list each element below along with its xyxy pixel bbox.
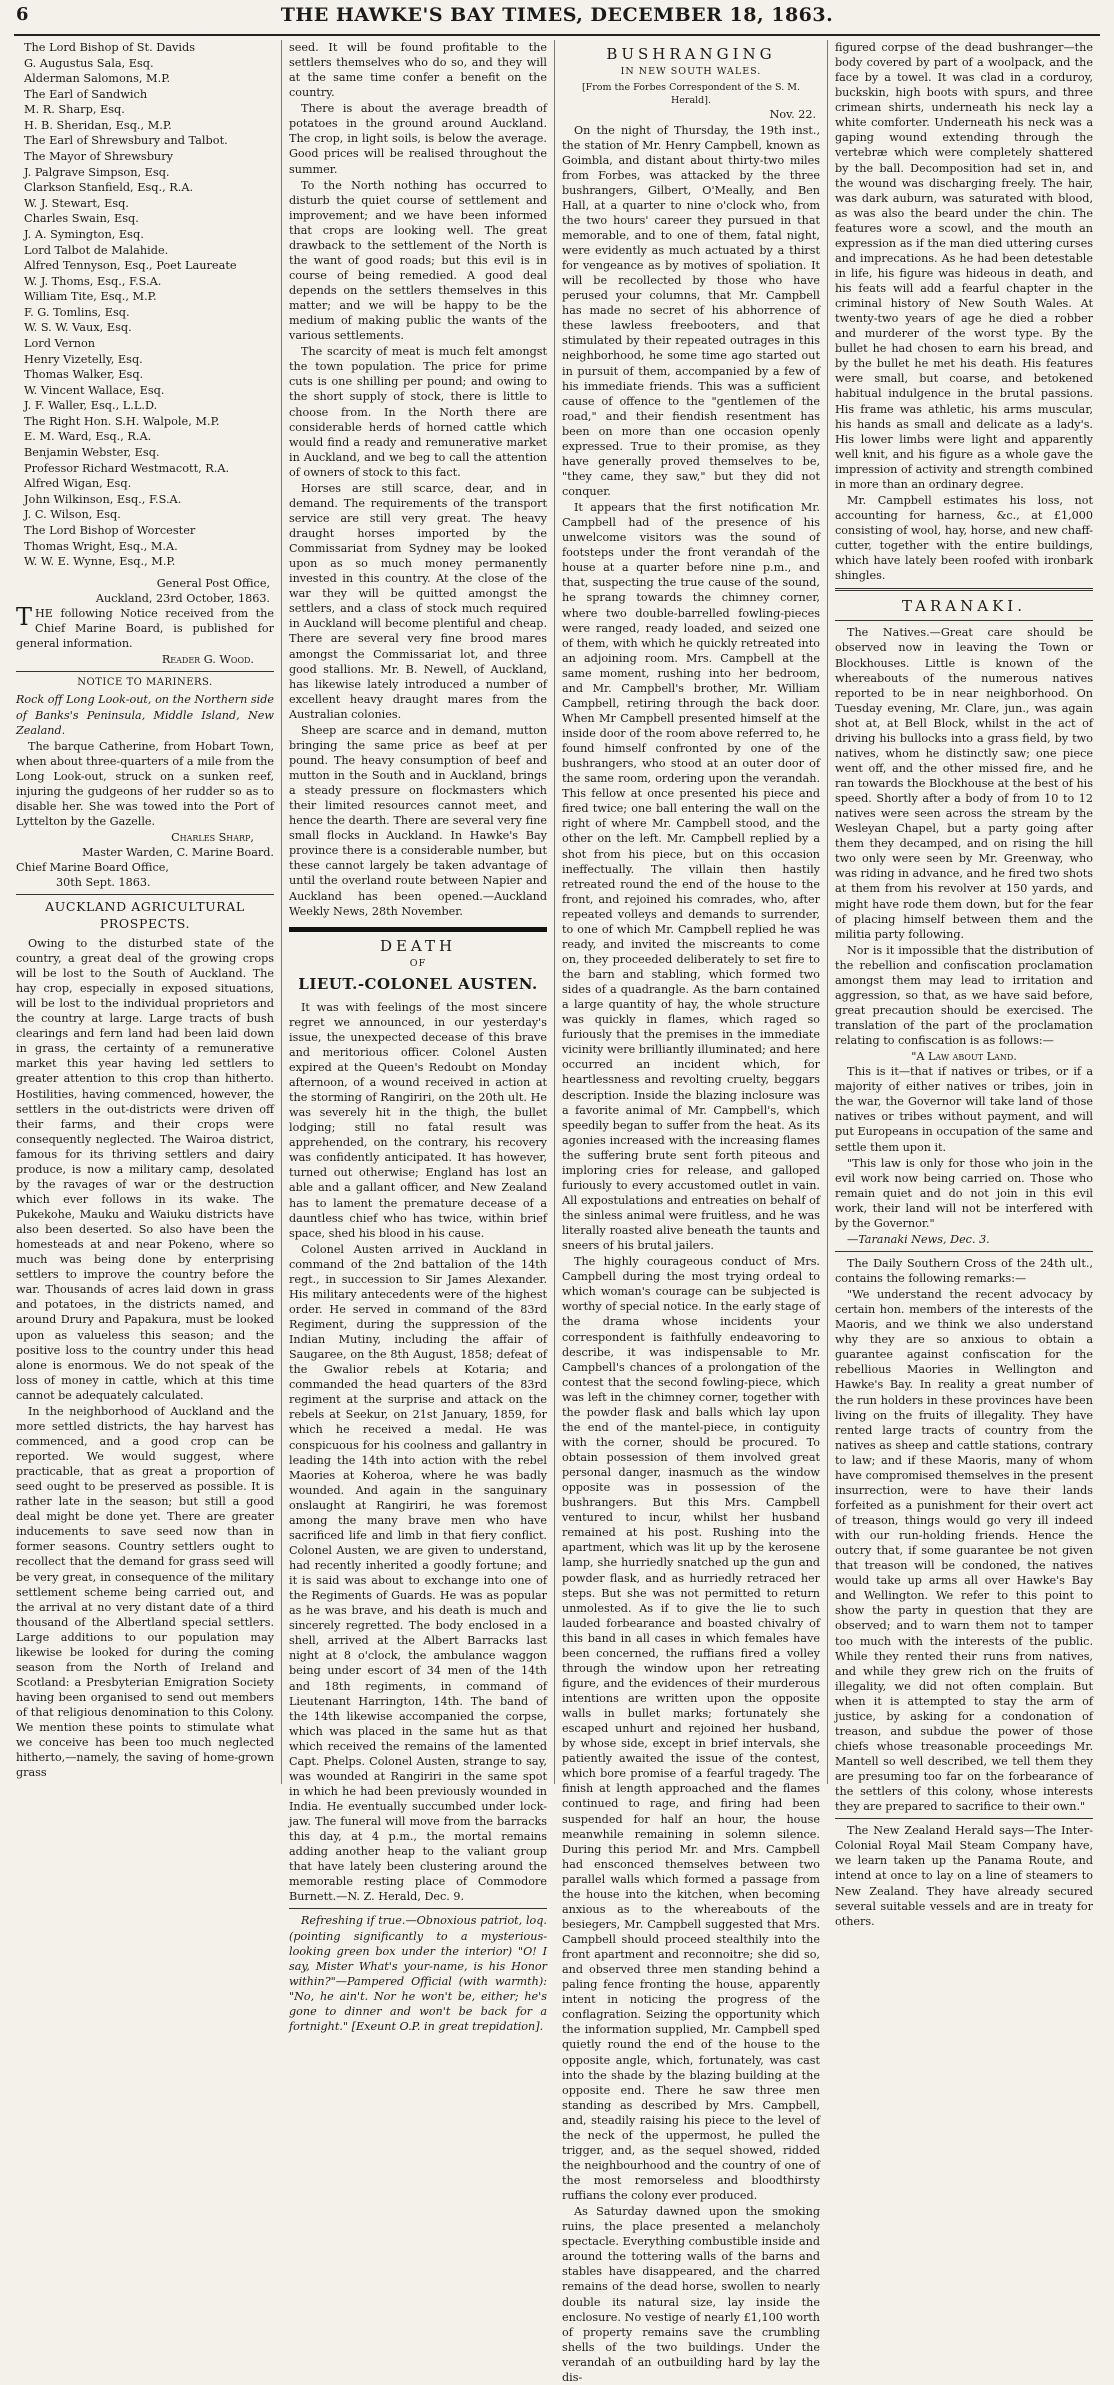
committee-names-list (16, 40, 274, 570)
name-list-item: The Mayor of Shrewsbury (24, 150, 173, 164)
name-list-item: J. A. Symington, Esq. (24, 227, 144, 241)
name-list-item: The Lord Bishop of Worcester (24, 523, 196, 537)
divider (16, 894, 274, 895)
mariners-body: The barque Catherine, from Hobart Town, when about three-quarters of a mile from the Long Look-out, struck on a sunken reef, injuring the gudgeons of her rudder so as to disable her. She was towed into the Port of Lyttelton by the Gazelle. (16, 739, 274, 828)
name-list-item: Henry Vizetelly, Esq. (24, 352, 143, 366)
bushranging-heading: BUSHRANGING (606, 45, 776, 63)
col2-para-5: Horses are still scarce, dear, and in demand. The requirements of the transport service are still very great. The heavy draught horses imported by the Commissariat from Sydney may be looked upon as so much money permanently invested in this country. At the close of the war they will be quitted amongst the settlers, and a class of stock much required in Auckland will become plentiful and cheap. There are several very fine brood mares amongst the Commissariat lot, and three good stallions. Mr. B. Newell, of Auckland, has likewise lately introduced a number of excellent heavy draught mares from the Australian colonies. (289, 481, 547, 721)
death-para-1: It was with feelings of the most sincere regret we announced, in our yesterday's issue, the unexpected decease of this brave and meritorious officer. Colonel Austen expired at the Queen's Redoubt on Monday afternoon, of a wound received in action at the storming of Rangiriri, on the 20th ult. He was severely hit in the thigh, the bullet lodging; still no fatal result was apprehended, on the contrary, his recovery was confidently anticipated. It has however, turned out otherwise; England has lost an able and a gallant officer, and New Zealand has to lament the premature decease of a dauntless chief who has twice, within brief space, shed his blood in his cause. (289, 1000, 547, 1240)
col2-para-3: To the North nothing has occurred to disturb the quiet course of settlement and improvement; and we have been informed that crops are looking well. The great drawback to the settlement of the North is the want of good roads; but this evil is in course of being remedied. A good deal depends on the settlers themselves in this matter; and we will be happy to be the medium of making public the wants of the various settlements. (289, 178, 547, 343)
taranaki-para-3: This is it—that if natives or tribes, or if a majority of either natives or tribes, join in the war, the Governor will take land of those natives or tribes without payment, and will put Europeans in occupation of the same and settle them upon it. (835, 1065, 1093, 1154)
name-list-item: Clarkson Stanfield, Esq., R.A. (24, 181, 194, 195)
col2-para-2: There is about the average breadth of potatoes in the ground around Auckland. The crop, in light soils, is below the average. Good prices will be realised throughout the summer. (289, 102, 547, 176)
reader-signature: Reader G. Wood. (161, 652, 254, 666)
bush-para-1: On the night of Thursday, the 19th inst., the station of Mr. Henry Campbell, known as Goimbla, and distant about thirty-two miles from Forbes, was attacked by the three bushrangers, Gilbert, O'Meally, and Ben Hall, at a quarter to nine o'clock who, from the two hours' career they pursued in that memorable, and to one of them, fatal night, were evidently as much actuated by a thirst for vengeance as by motives of spoliation. It will be recollected by those who have perused your columns, that Mr. Campbell has made no secret of his abhorrence of these lawless freebooters, and that stimulated by their repeated outrages in this neighborhood, he some time ago started out in pursuit of them, accompanied by a few of his immediate friends. This was a sufficient cause of offence to the "gentlemen of the road," and their fiendish resentment has been on more than one occasion openly expressed. True to their promise, as they have generally proved themselves to be, "they came, they saw," but they did not conquer. (562, 123, 820, 499)
name-list-item: Lord Talbot de Malahide. (24, 243, 169, 257)
col4-para-2: Mr. Campbell estimates his loss, not accounting for harness, &c., at £1,000 consisting of wool, hay, horse, and new chaff-cutter, together with the entire buildings, which have lately been roofed with ironbark shingles. (835, 493, 1093, 583)
taranaki-source: —Taranaki News, Dec. 3. (847, 1232, 990, 1246)
name-list-item: H. B. Sheridan, Esq., M.P. (24, 118, 172, 132)
agricultural-para-1: Owing to the disturbed state of the country, a great deal of the growing crops will be lost to the South of Auckland. The hay crop, especially in exposed situations, will be lost to the individual proprietors and the country at large. Large tracts of bush clearings and fern land had been laid down in grass, the certainty of a remunerative market this year having led settlers to greater attention to this crop than hitherto. Hostilities, having commenced, however, the settlers in the out-districts were driven off their farms, and their crops were consequently neglected. The Wairoa district, famous for its thriving settlers and dairy produce, is now a military camp, desolated by the ravages of war or the destruction which ever follows in its wake. The Pukekohe, Mauku and Waiuku districts have also been deserted. So also have been the homesteads at and near Pokeno, where so much was being done by enterprising settlers to improve the country before the war. Thousands of acres laid down in grass and potatoes, in the districts named, and around Drury and Papakura, must be looked upon as valueless this season; and the positive loss to the country under this head alone is enormous. We do not speak of the loss of money in cattle, which at this time cannot be adequately calculated. (16, 936, 274, 1402)
column-2 (281, 40, 554, 2033)
agricultural-heading: AUCKLAND AGRICULTURAL PROSPECTS. (45, 899, 245, 932)
divider (835, 1818, 1093, 1819)
bush-para-3: The highly courageous conduct of Mrs. Campbell during the most trying ordeal to which woman's courage can be subjected is worthy of special notice. In the early stage of the drama whose incidents your correspondent is faithfully endeavoring to describe, it was indispensable to Mr. Campbell's chances of a prolongation of the contest that the second fowling-piece, which was left in the chimney corner, together with the powder flask and balls which lay upon the end of the mantel-piece, in contiguity with the corner, should be procured. To obtain possession of them involved great personal danger, inasmuch as the window opposite was in possession of the bushrangers. But this Mrs. Campbell ventured to incur, whilst her husband remained at his post. Rushing into the apartment, which was lit up by the kerosene lamp, she hurriedly snatched up the gun and powder flask, and as hurriedly retraced her steps. But she was not permitted to return unmolested. As if to give the lie to such lauded forbearance and boasted chivalry of this band in all cases in which females have been concerned, the ruffians fired a volley through the window upon her retreating figure, and the evidences of their murderous intentions are written upon the opposite walls in bullet marks; fortunately she escaped unhurt and rejoined her husband, by whose side, except in brief intervals, she patiently awaited the issue of the contest, which bore promise of a fearful tragedy. The finish at length approached and the flames continued to rage, and firing had been suspended for half an hour, the house meanwhile remaining in solemn silence. During this period Mr. and Mrs. Campbell had ensconced themselves between two parallel walls which formed a passage from the house into the kitchen, when becoming anxious as to the whereabouts of the besiegers, Mr. Campbell suggested that Mrs. Campbell should proceed stealthily into the front apartment and reconnoitre; she did so, and observed three men standing behind a paling fence fronting the house, apparently intent in noticing the progress of the conflagration. Seizing the opportunity which the information supplied, Mr. Campbell sped quietly round the end of the house to the opposite angle, which, fortunately, was cast into the shade by the blazing building at the opposite end. There he saw three men standing as described by Mrs. Campbell, and, steadily raising his piece to the level of the neck of the uppermost, he pulled the trigger, and, as the sequel showed, ridded the neighbourhood and the country of one of the most remorseless and bloodthirsty ruffians the colony ever produced. (562, 1255, 820, 2203)
name-list-item: Professor Richard Westmacott, R.A. (24, 461, 230, 475)
mourning-border (289, 927, 547, 932)
cross-intro: The Daily Southern Cross of the 24th ult., contains the following remarks:— (835, 1256, 1093, 1286)
col2-para-1: seed. It will be found profitable to the settlers themselves who do so, and they will at the same time confer a benefit on the country. (289, 41, 547, 100)
of-label: OF (409, 957, 427, 969)
name-list-item: The Lord Bishop of St. Davids (24, 41, 196, 54)
gpo-line1: General Post Office, (156, 576, 270, 590)
death-heading: DEATH (379, 936, 457, 955)
name-list-item: W. J. Thoms, Esq., F.S.A. (24, 274, 162, 288)
masthead (14, 0, 1100, 36)
column-3 (554, 40, 827, 2384)
divider (16, 671, 274, 672)
notice-text: HE following Notice received from the Chief Marine Board, is published for general information. (16, 606, 274, 650)
name-list-item: Alderman Salomons, M.P. (24, 72, 171, 86)
taranaki-para-2: Nor is it impossible that the distribution of the rebellion and confiscation proclamation amongst them may lead to irritation and aggression, so that, as we have said before, great precaution should be exercised. The translation of the part of the proclamation relating to confiscation is as follows:— (835, 943, 1093, 1048)
name-list-item: The Right Hon. S.H. Walpole, M.P. (24, 414, 220, 428)
name-list-item: F. G. Tomlins, Esq. (24, 305, 130, 319)
taranaki-para-4: "This law is only for those who join in the evil work now being carried on. Those who remain quiet and do not join in this evil work, their land will not be interfered with by the Governor." (835, 1156, 1093, 1230)
law-heading: "A Law about Land. (911, 1050, 1017, 1064)
name-list-item: J. F. Waller, Esq., L.L.D. (24, 399, 158, 413)
notice-body (16, 602, 274, 651)
herald-steamers: The New Zealand Herald says—The Inter-Colonial Royal Mail Steam Company have, we learn taken up the Panama Route, and intend at once to lay on a line of steamers to New Zealand. They have already secured several suitable vessels and are in treaty for others. (835, 1824, 1093, 1928)
name-list-item: W. Vincent Wallace, Esq. (24, 383, 165, 397)
divider (835, 620, 1093, 621)
name-list-item: Alfred Wigan, Esq. (24, 477, 132, 491)
column-4 (827, 40, 1100, 1928)
name-list-item: The Earl of Sandwich (24, 87, 148, 101)
bushranging-date: Nov. 22. (769, 108, 816, 122)
name-list-item: E. M. Ward, Esq., R.A. (24, 430, 152, 444)
col4-para-1: figured corpse of the dead bushranger—the body covered by part of a woolpack, and the face by a towel. It was clad in a corduroy, buckskin, high boots with spurs, and three crimean shirts, underneath his neck lay a white comforter. Underneath his neck was a gaping wound extending through the vertebræ which were completely shattered by the ball. Decomposition had set in, and the wound was discharging freely. The hair, was dark auburn, was saturated with blood, as was also the beard under the chin. The features wore a scowl, and the mouth an expression as if the man died uttering curses and imprecations. As he had been detestable in life, his figure was hideous in death, and his feats will add a fearful chapter in the criminal history of New South Wales. At twenty-two years of age he died a robber and murderer of the worst type. By the bullet he had chosen to earn his bread, and by the bullet he met his death. His features were small, but coarse, and betokened habitual indulgence in the brutal passions. His frame was athletic, his arms muscular, his hands as small and delicate as a lady's. His lower limbs were light and apparently well knit, and his figure as a whole gave the impression of activity and strength combined in more than an ordinary degree. (835, 41, 1093, 491)
austen-heading: LIEUT.-COLONEL AUSTEN. (298, 974, 538, 993)
divider (835, 1251, 1093, 1252)
name-list-item: The Earl of Shrewsbury and Talbot. (24, 134, 228, 148)
dropcap-t: T (16, 602, 33, 631)
taranaki-para-1: The Natives.—Great care should be observed now in leaving the Town or Blockhouses. Little is known of the whereabouts of the numerous natives reported to be in near neighborhood. On Tuesday evening, Mr. Clare, jun., was again shot at, at Bell Block, whilst in the act of driving his bullocks into a grass field, by two natives, whom he distinctly saw; one piece went off, and the other missed fire, and he ran towards the Blockhouse at the best of his speed. Shortly after a body of from 10 to 12 natives were seen across the stream by the Wesleyan Chapel, but a party going after them they decamped, and on rising the hill two only were seen by Mr. Greenway, who was riding in advance, and he fired two shots at them from his revolver at 150 yards, and might have rode them down, but for the fear of placing himself between them and the militia party following. (835, 626, 1093, 941)
bush-para-2: It appears that the first notification Mr. Campbell had of the presence of his unwelcome visitors was the sound of footsteps under the front verandah of the house at a quarter before nine p.m., and that, suspecting the true cause of the sound, he sprang towards the chimney corner, where two double-barrelled fowling-pieces were ranged, ready loaded, and seized one of them, with which he quickly retreated into an adjoining room. Mrs. Campbell at the same moment, rushing into her bedroom, and Mr. Campbell's brother, Mr. William Campbell, retiring through the back door. When Mr Campbell presented himself at the inside door of the room above referred to, he found himself confronted by one of the bushrangers, who stood at an outer door of the same room, ordering upon the verandah. This fellow at once presented his piece and fired twice; one ball entering the wall on the right of where Mr. Campbell stood, and the other on the left. Mr. Campbell replied by a shot from his piece, but on this occasion ineffectually. The villain then hastily retreated round the end of the house to the front, and rejoined his comrades, who, after repeated volleys and demands to surrender, to one of which Mr. Campbell replied he was ready, and invited the miscreants to come on, they proceeded deliberately to set fire to the barn and stabling, which formed two sides of a quadrangle. As the barn contained a large quantity of hay, the whole structure was quickly in flames, which raged so furiously that the premises in the immediate vicinity were brilliantly illuminated; and here occurred an incident which, for heartlessness and revolting cruelty, beggars description. Inside the blazing inclosure was a favorite animal of Mr. Campbell's, which speedily began to suffer from the heat. As its agonies increased with the increasing flames the suffering brute sent forth piteous and imploring cries for release, and galloped furiously to every accustomed outlet in vain. All expostulations and entreaties on behalf of the sinless animal were fruitless, and he was literally roasted alive beneath the taunts and sneers of his brutal jailers. (562, 501, 820, 1253)
marine-board-office: Chief Marine Board Office, (16, 861, 169, 875)
marine-board-date: 30th Sept. 1863. (56, 876, 151, 890)
divider (835, 588, 1093, 591)
agricultural-para-2: In the neighborhood of Auckland and the more settled districts, the hay harvest has commenced, and a good crop can be reported. We would suggest, where practicable, that as great a proportion of seed ought to be preserved as possible. It is rather late in the season; but still a good deal might be done yet. There are greater inducements to save seed now than in former seasons. Country settlers ought to recollect that the demand for grass seed will be very great, in consequence of the military settlement scheme being carried out, and the arrival at no very distant date of a third thousand of the Albertland special settlers. Large additions to our population may likewise be looked for during the coming season from the North of Ireland and Scotland: a Presbyterian Emigration Society having been organised to send out members of that religious denomination to this Colony. We mention these points to stimulate what we conceive has been too much neglected hitherto,—namely, the saving of home-grown grass (16, 1404, 274, 1780)
name-list-item: Thomas Walker, Esq. (24, 368, 144, 382)
col2-para-6: Sheep are scarce and in demand, mutton bringing the same price as beef at per pound. The heavy consumption of beef and mutton in the South and in Auckland, brings a steady pressure on flockmasters which their limited resources cannot meet, and hence the dearth. There are several very fine small flocks in Auckland. In Hawke's Bay province there is a considerable number, but these cannot largely be taken advantage of until the overland route between Napier and Auckland has been opened.—Auckland Weekly News, 28th November. (289, 723, 547, 918)
bushranging-source: [From the Forbes Correspondent of the S. M. Herald]. (581, 81, 801, 106)
mariners-subheading: Rock off Long Look-out, on the Northern side of Banks's Peninsula, Middle Island, New Zealand. (16, 693, 274, 737)
charles-sharp: Charles Sharp, (171, 831, 254, 845)
taranaki-heading: TARANAKI. (901, 597, 1026, 616)
mariners-heading: NOTICE TO MARINERS. (77, 677, 213, 689)
name-list-item: G. Augustus Sala, Esq. (24, 56, 154, 70)
name-list-item: M. R. Sharp, Esq. (24, 103, 125, 117)
page-number: 6 (16, 4, 29, 25)
name-list-item: W. J. Stewart, Esq. (24, 196, 130, 210)
col2-para-4: The scarcity of meat is much felt amongst the town population. The price for prime cuts is one shilling per pound; and owing to the short supply of stock, there is little to choose from. In the North there are considerable herds of horned cattle which would find a ready and remunerative market in Auckland, and we beg to call the attention of owners of stock to this fact. (289, 345, 547, 479)
name-list-item: William Tite, Esq., M.P. (24, 290, 157, 304)
gpo-line2: Auckland, 23rd October, 1863. (95, 591, 270, 605)
bushranging-subheading: IN NEW SOUTH WALES. (620, 66, 762, 78)
name-list-item: J. Palgrave Simpson, Esq. (24, 165, 170, 179)
cross-quote: "We understand the recent advocacy by certain hon. members of the interests of the Maoris, and we think we also understand why they are so anxious to obtain a guarantee against confiscation for the rebellious Maories in Wellington and Hawke's Bay. In reality a great number of the run holders in these provinces have been living on the fruits of illegality. They have rented large tracts of country from the natives as sheep and cattle stations, contrary to law; and if these Maoris, many of whom have compromised themselves in the present insurrection, were to have their lands forfeited as a punishment for their overt act of treason, things would go very ill indeed with our run-holding friends. Hence the outcry that, if some guarantee be not given that treason will be condoned, the natives would take up arms all over Hawke's Bay and Wellington. We refer to this point to show the party in question that they are observed; and to warn them not to tamper too much with the interests of the public. While they rented their runs from natives, and while they grew rich on the fruits of illegality, we did not often complain. But when it is attempted to stay the arm of justice, by asking for a condonation of treason, and subdue the power of those chiefs whose treasonable proceedings Mr. Mantell so well described, we tell them they are presuming too far on the forbearance of the settlers of this colony, whose interests they are prepared to sacrifice to their own." (835, 1288, 1093, 1814)
bush-para-4: As Saturday dawned upon the smoking ruins, the place presented a melancholy spectacle. Everything combustible inside and around the tottering walls of the barns and stables have disappeared, and the charred remains of the dead horse, swollen to nearly double its natural size, lay inside the enclosure. No vestige of nearly £1,100 worth of property remains save the crumbling shells of the two buildings. Under the verandah of an outbuilding hard by lay the dis- (562, 2205, 820, 2384)
master-warden: Master Warden, C. Marine Board. (82, 846, 274, 860)
name-list-item: Charles Swain, Esq. (24, 212, 139, 226)
divider (289, 1908, 547, 1909)
death-para-2: Colonel Austen arrived in Auckland in command of the 2nd battalion of the 14th regt., in succession to Sir James Alexander. His military antecedents were of the highest order. He served in command of the 83rd Regiment, during the suppression of the Indian Mutiny, including the affair of Saugaree, on the 8th August, 1858; defeat of the Gwalior rebels at Kotaria; and commanded the head quarters of the 83rd regiment at the surprise and attack on the rebels at Seekur, on 21st January, 1859, for which he received a medal. He was conspicuous for his coolness and gallantry in leading the 14th into action with the rebel Maories at Koheroa, where he was badly wounded. And again in the sanguinary onslaught at Rangiriri, he was foremost among the many brave men who have sacrificed life and limb in that fiery conflict. Colonel Austen, we are given to understand, had recently inherited a goodly fortune; and it is said was about to exchange into one of the Regiments of Guards. He was as popular as he was brave, and his death is much and sincerely regretted. The body enclosed in a shell, arrived at the Albert Barracks last night at 8 o'clock, the ambulance waggon being under escort of 34 men of the 14th and 18th regiments, in command of Lieutenant Harrington, 14th. The band of the 14th likewise accompanied the corpse, which was placed in the same hut as that which received the remains of the lamented Capt. Phelps. Colonel Austen, strange to say, was wounded at Rangiriri in the same spot in which he had been previously wounded in India. He eventually succumbed under lock-jaw. The funeral will move from the barracks this day, at 4 p.m., the mortal remains adding another heap to the valiant group that have lately been clustering around the memorable resting place of Commodore Burnett.—N. Z. Herald, Dec. 9. (289, 1242, 547, 1904)
column-1 (14, 40, 281, 1784)
name-list-item: J. C. Wilson, Esq. (24, 508, 121, 522)
name-list-item: W. W. E. Wynne, Esq., M.P. (24, 555, 176, 569)
name-list-item: Lord Vernon (24, 336, 96, 350)
name-list-item: Benjamin Webster, Esq. (24, 446, 160, 460)
name-list-item: John Wilkinson, Esq., F.S.A. (24, 492, 182, 506)
name-list-item: Alfred Tennyson, Esq., Poet Laureate (24, 259, 237, 273)
refreshing-snippet: Refreshing if true.—Obnoxious patriot, loq. (pointing significantly to a mysterious-looking green box under the interior) "O! I say, Mister What's your-name, is his Honor within?"—Pampered Official (with warmth): "No, he ain't. Nor he won't be, either; he's gone to dinner and won't be back for a fortnight." [Exeunt O.P. in great trepidation]. (289, 1914, 547, 2033)
name-list-item: Thomas Wright, Esq., M.A. (24, 539, 178, 553)
columns (14, 40, 1100, 2384)
newspaper-title: THE HAWKE'S BAY TIMES, DECEMBER 18, 1863. (280, 4, 834, 26)
name-list-item: W. S. W. Vaux, Esq. (24, 321, 132, 335)
